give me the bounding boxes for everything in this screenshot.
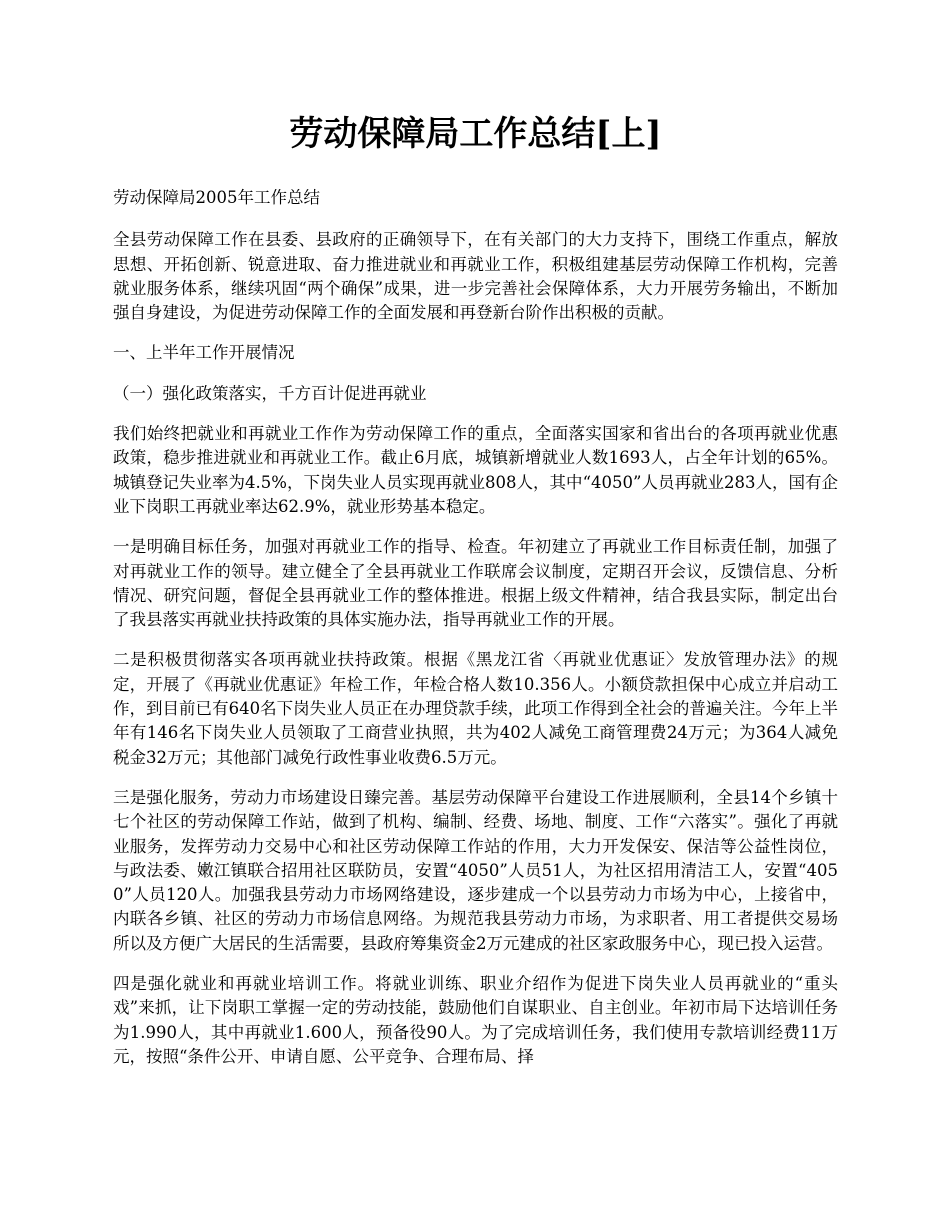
body-paragraph: 一是明确目标任务，加强对再就业工作的指导、检查。年初建立了再就业工作目标责任制，加强了对再就业工作的领导。建立健全了全县再就业工作联席会议制度，定期召开会议，反馈信息、分析情况、研究问题，督促全县再就业工作的整体推进。根据上级文件精神，结合我县实际，制定出台了我县落实再就业扶持政策的具体实施办法，指导再就业工作的开展。 xyxy=(113,537,838,630)
document-subtitle: 劳动保障局2005年工作总结 xyxy=(113,188,320,207)
body-paragraph: 我们始终把就业和再就业工作作为劳动保障工作的重点，全面落实国家和省出台的各项再就业优惠政策，稳步推进就业和再就业工作。截止6月底，城镇新增就业人数1693人，占全年计划的65%。城镇登记失业率为4.5%，下岗失业人员实现再就业808人，其中“4050”人员再就业283人，国有企业下岗职工再就业率达62.9%，就业形势基本稳定。 xyxy=(113,424,838,516)
subsection-heading: （一）强化政策落实，千方百计促进再就业 xyxy=(113,383,427,403)
intro-paragraph: 全县劳动保障工作在县委、县政府的正确领导下，在有关部门的大力支持下，围绕工作重点，解放思想、开拓创新、锐意进取、奋力推进就业和再就业工作，积极组建基层劳动保障工作机构，完善就业服务体系，继续巩固“两个确保”成果，进一步完善社会保障体系，大力开展劳务输出，不断加强自身建设，为促进劳动保障工作的全面发展和再登新台阶作出积极的贡献。 xyxy=(113,230,838,323)
document-title: 劳动保障局工作总结[上] xyxy=(289,114,662,154)
section-heading: 一、上半年工作开展情况 xyxy=(113,343,295,363)
body-paragraph: 二是积极贯彻落实各项再就业扶持政策。根据《黑龙江省〈再就业优惠证〉发放管理办法》的规定，开展了《再就业优惠证》年检工作，年检合格人数10.356人。小额贷款担保中心成立并启动工作，到目前已有640名下岗失业人员正在办理贷款手续，此项工作得到全社会的普遍关注。今年上半年有146名下岗失业人员领取了工商营业执照，共为402人减免工商管理费24万元；为364人减免税金32万元；其他部门减免行政性事业收费6.5万元。 xyxy=(113,650,838,767)
body-paragraph: 四是强化就业和再就业培训工作。将就业训练、职业介绍作为促进下岗失业人员再就业的“重头戏”来抓，让下岗职工掌握一定的劳动技能，鼓励他们自谋职业、自主创业。年初市局下达培训任务为1.990人，其中再就业1.600人，预备役90人。为了完成培训任务，我们使用专款培训经费11万元，按照“条件公开、申请自愿、公平竞争、合理布局、择 xyxy=(113,974,838,1066)
body-paragraph: 三是强化服务，劳动力市场建设日臻完善。基层劳动保障平台建设工作进展顺利，全县14个乡镇十七个社区的劳动保障工作站，做到了机构、编制、经费、场地、制度、工作“六落实”。强化了再就业服务，发挥劳动力交易中心和社区劳动保障工作站的作用，大力开发保安、保洁等公益性岗位，与政法委、嫩江镇联合招用社区联防员，安置“4050”人员51人，为社区招用清洁工人，安置“4050”人员120人。加强我县劳动力市场网络建设，逐步建成一个以县劳动力市场为中心，上接省中，内联各乡镇、社区的劳动力市场信息网络。为规范我县劳动力市场，为求职者、用工者提供交易场所以及方便广大居民的生活需要，县政府筹集资金2万元建成的社区家政服务中心，现已投入运营。 xyxy=(113,787,838,953)
